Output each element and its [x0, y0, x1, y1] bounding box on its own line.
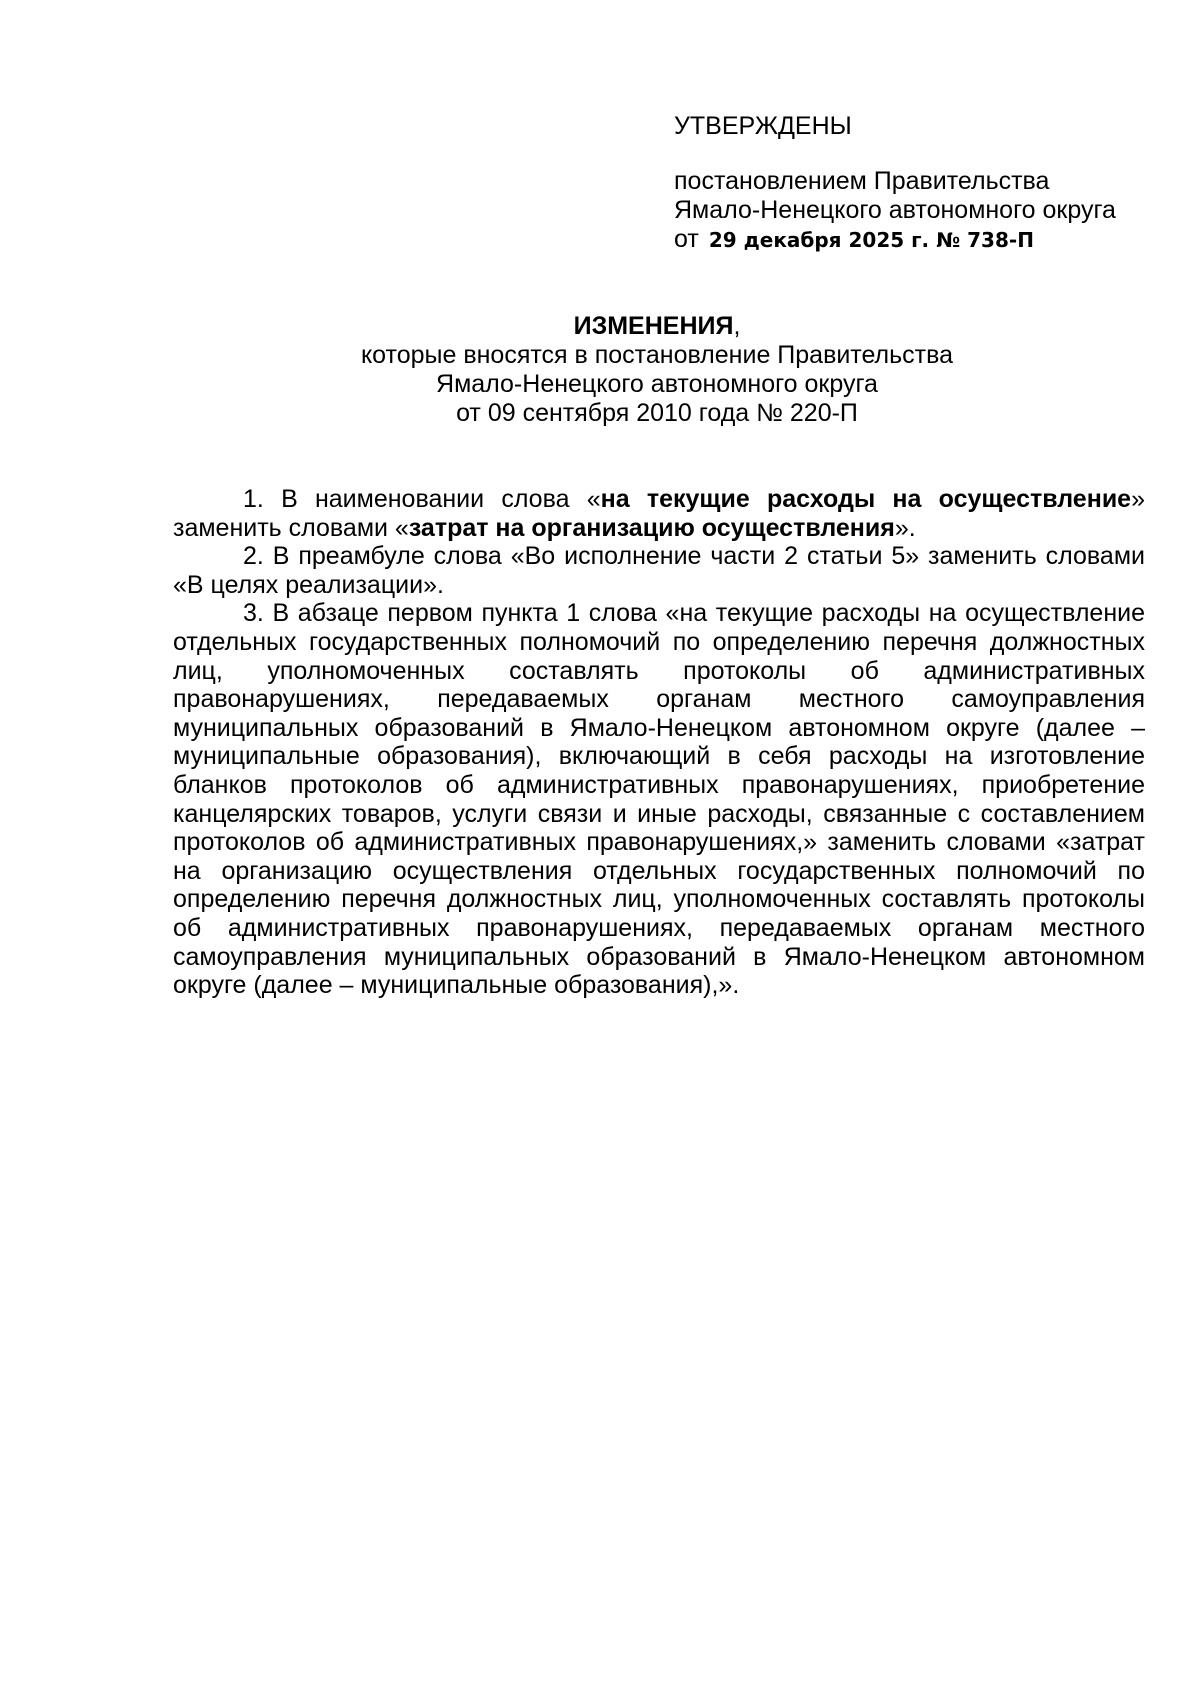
item-1-new-words: затрат на организацию осуществления [408, 513, 895, 542]
approval-block [674, 112, 1154, 255]
approval-date-line [674, 225, 1154, 255]
paragraph-item-1 [173, 485, 1145, 542]
approval-date-stamp: 29 декабря 2025 г. № 738-П [708, 228, 1034, 252]
document-title [170, 312, 1144, 341]
approval-date-prefix: от [674, 225, 699, 253]
title-line-1: которые вносятся в постановление Правительства [360, 341, 954, 369]
document-title-block [170, 312, 1144, 428]
approval-line-2: Ямало-Ненецкого автономного округа [674, 196, 1116, 224]
item-1-text-a: 1. В наименовании слова « [243, 485, 601, 513]
approval-line-1: постановлением Правительства [674, 167, 1050, 195]
approved-label: УТВЕРЖДЕНЫ [674, 112, 852, 140]
title-heading: ИЗМЕНЕНИЯ [573, 312, 734, 340]
document-body [173, 485, 1145, 1000]
item-1-text-c: » заменить словами « [173, 485, 1145, 542]
item-1-old-words: на текущие расходы на осуществление [600, 485, 1132, 513]
title-line-3: от 09 сентября 2010 года № 220-П [456, 399, 858, 427]
paragraph-item-2: 2. В преамбуле слова «Во исполнение части 2 статьи 5» заменить словами «В целях реализации». [173, 542, 1145, 599]
paragraph-item-3: 3. В абзаце первом пункта 1 слова «на текущие расходы на осуществление отдельных государственных полномочий по определению перечня должностных лиц, уполномоченных составлять протоколы об административных правонарушениях, передаваемых органам местного самоуправления муниципальных образований в Ямало-Ненецком автономном округе (далее – муниципальные образования), включающий в себя расходы на изготовление бланков протоколов об административных правонарушениях, приобретение канцелярских товаров, услуги связи и иные расходы, связанные с составлением протоколов об административных правонарушениях,» заменить словами «затрат на организацию осуществления отдельных государственных полномочий по определению перечня должностных лиц, уполномоченных составлять протоколы об административных правонарушениях, передаваемых органам местного самоуправления муниципальных образований в Ямало-Ненецком автономном округе (далее – муниципальные образования),». [173, 599, 1145, 1000]
title-line-2: Ямало-Ненецкого автономного округа [436, 370, 878, 398]
title-heading-suffix: , [733, 312, 741, 340]
item-1-text-e: ». [894, 513, 916, 542]
